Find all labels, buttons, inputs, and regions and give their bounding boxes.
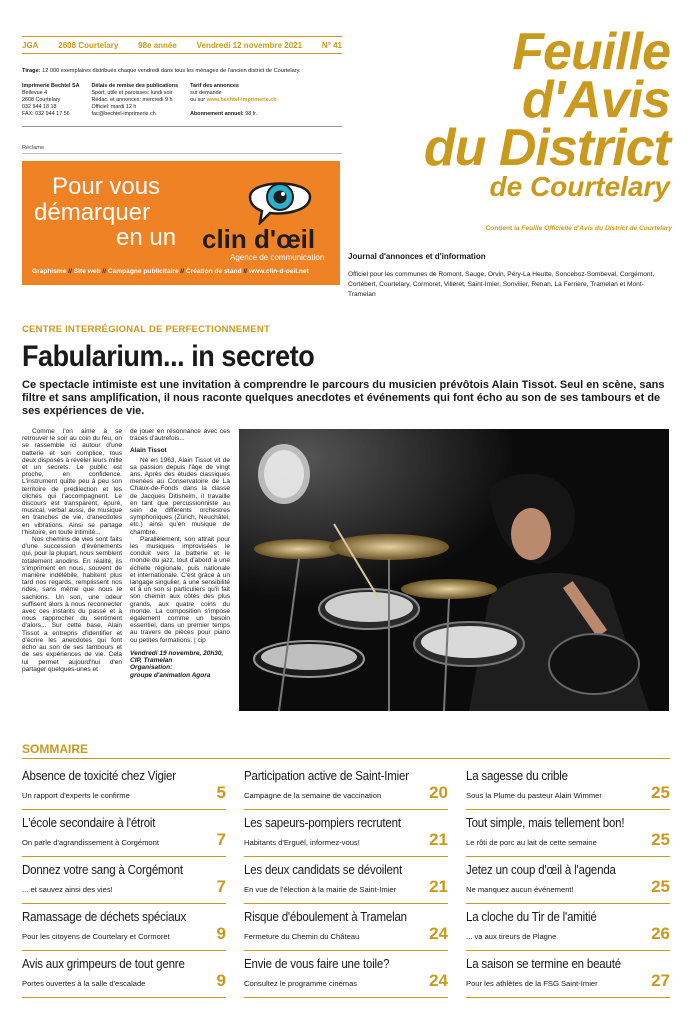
tagline: Contient la Feuille Officielle d'Avis du District de Courtelary <box>485 225 672 232</box>
journal-subtitle: Journal d'annonces et d'information <box>348 252 486 261</box>
masthead <box>355 23 670 202</box>
sommaire-item-title: Absence de toxicité chez Vigier <box>22 769 176 783</box>
page-number: 9 <box>216 924 226 943</box>
sommaire-item-subtitle: Campagne de la semaine de vaccination <box>244 791 382 800</box>
sommaire-item-title: Jetez un coup d'œil à l'agenda <box>466 863 616 877</box>
article-subheading: Alain Tissot <box>130 447 167 455</box>
publisher-info <box>22 83 352 118</box>
issue-code: JGA <box>22 40 39 50</box>
ad-agency: Agence de communication <box>230 253 325 262</box>
sommaire-item[interactable] <box>244 858 448 904</box>
sommaire-item-title: L'école secondaire à l'étroit <box>22 816 156 830</box>
sommaire-item-title: La sagesse du crible <box>466 769 568 783</box>
sommaire-item-subtitle: Fermeture du Chemin du Château <box>244 932 360 941</box>
masthead-line: Feuille <box>512 23 670 81</box>
sommaire-item[interactable] <box>466 764 670 810</box>
sommaire-item-subtitle: On parle d'agrandissement à Corgémont <box>22 838 159 847</box>
sommaire-item-title: Participation active de Saint-Imier <box>244 769 409 783</box>
sommaire-item[interactable] <box>244 764 448 810</box>
email-link[interactable]: fac@bechtel-imprimerie.ch <box>91 110 156 117</box>
sommaire-item-subtitle: Pour les citoyens de Courtelary et Cormoret <box>22 932 170 941</box>
paragraph: Parallèlement, son attrait pour les musiques improvisées le conduit vers la batterie et le monde du jazz, tout d'abord à une échelle régionale, puis nationale et internationale. C'est grâce à un langage singulier, à une sensibilité et à un son si particuliers qu'il fait son chemin aux côtés des plus grands, aux quatre coins du monde. La composition s'impose également comme un besoin essentiel, dans un premier temps au travers de pièces pour piano ou petites formations. | cip <box>130 535 230 644</box>
sommaire-title: SOMMAIRE <box>22 742 88 756</box>
ad-website-link[interactable]: www.clin-d-oeil.net <box>248 268 309 275</box>
masthead-line: d'Avis <box>522 71 670 129</box>
eye-icon <box>244 171 316 225</box>
sommaire-item[interactable] <box>22 858 226 904</box>
page-number: 24 <box>429 924 448 943</box>
tarifs: Tarif des annonces sur demande ou sur www.bechtel-imprimerie.ch Abonnement annuel: 98 fr. <box>190 83 277 117</box>
ad-line: démarquer <box>34 199 151 226</box>
issue-info-bar <box>22 36 342 54</box>
sommaire-item-subtitle: Pour les athlètes de la FSG Saint-Imier <box>466 979 598 988</box>
article-column <box>22 428 122 673</box>
issue-place: 2608 Courtelary <box>58 40 119 50</box>
divider <box>22 126 342 127</box>
communes-list: Officiel pour les communes de Romont, Sauge, Orvin, Péry-La Heutte, Sonceboz-Sombeval, Corgémont, Cortébert, Courtelary, Cormoret, Villeret, Saint-Imier, Sonvilier, Renan, La Ferrière, Tramelan et Mont-Tramelan <box>348 271 655 298</box>
page-number: 25 <box>651 877 670 896</box>
sommaire-item-subtitle: ... et sauvez ainsi des vies! <box>22 885 113 894</box>
page-number: 7 <box>216 830 226 849</box>
event-info: Vendredi 19 novembre, 20h30, CIP, Tramelan Organisation: groupe d'animation Agora <box>130 649 224 679</box>
drummer-illustration <box>239 429 669 711</box>
ad-services: Graphisme // Site web // Campagne publicitaire // Création de stand // www.clin-d-oeil.net <box>32 268 309 275</box>
sommaire-item-title: Tout simple, mais tellement bon! <box>466 816 625 830</box>
article-kicker: CENTRE INTERRÉGIONAL DE PERFECTIONNEMENT <box>22 324 270 335</box>
page-number: 7 <box>216 877 226 896</box>
paragraph: de jouer en résonnance avec ces traces d'autrefois... <box>130 428 230 443</box>
article-headline: Fabularium... in secreto <box>22 340 315 373</box>
ad-line: en un <box>116 224 177 251</box>
page-number: 21 <box>429 877 448 896</box>
deadlines: Délais de remise des publications Sport, utile et paroisses: lundi soir Rédac. et annonces: mercredi 9 h Officiel: mardi 12 h fac@bechtel-imprimerie.ch <box>91 83 179 117</box>
ad-line: Pour vous <box>52 173 161 200</box>
sommaire-item-title: Les deux candidats se dévoilent <box>244 863 402 877</box>
sommaire-item-subtitle: Le rôti de porc au lait de cette semaine <box>466 838 597 847</box>
article-column <box>130 428 230 679</box>
masthead-line: du District <box>423 119 670 177</box>
sommaire-item[interactable] <box>244 905 448 951</box>
page-number: 21 <box>429 830 448 849</box>
sommaire-item-title: La saison se termine en beauté <box>466 957 621 971</box>
sommaire-item-title: Risque d'éboulement à Tramelan <box>244 910 407 924</box>
page-number: 26 <box>651 924 670 943</box>
issue-year: 98e année <box>138 40 177 50</box>
sommaire-item[interactable] <box>244 952 448 998</box>
sommaire-item-title: Les sapeurs-pompiers recrutent <box>244 816 401 830</box>
sommaire-item[interactable] <box>22 952 226 998</box>
sommaire-item-subtitle: Sous la Plume du pasteur Alain Wimmer <box>466 791 602 800</box>
page-number: 9 <box>216 971 226 990</box>
page-number: 24 <box>429 971 448 990</box>
ad-brand: clin d'œil <box>202 224 316 254</box>
sommaire-item-subtitle: Portes ouvertes à la salle d'escalade <box>22 979 146 988</box>
printer-address: Imprimerie Bechtel SA Bellevue 4 2608 Courtelary 032 944 18 18 FAX: 032 944 17 56 <box>22 83 80 117</box>
sommaire-item[interactable] <box>22 905 226 951</box>
page-number: 25 <box>651 830 670 849</box>
sommaire-item[interactable] <box>22 811 226 857</box>
sommaire-item[interactable] <box>244 811 448 857</box>
sommaire-item-title: Avis aux grimpeurs de tout genre <box>22 957 185 971</box>
masthead-line: de Courtelary <box>489 171 670 202</box>
article-lead: Ce spectacle intimiste est une invitation à comprendre le parcours du musicien prévôtois Alain Tissot. Seul en scène, sans filtre et sans amplification, il nous raconte quelques anecdotes et événements qui font écho au son de ses tambours et de ses expériences de vie. <box>22 379 665 417</box>
sommaire-item-title: Envie de vous faire une toile? <box>244 957 390 971</box>
sommaire-item-subtitle: Habitants d'Erguël, informez-vous! <box>244 838 360 847</box>
website-link[interactable]: www.bechtel-imprimerie.ch <box>206 96 277 103</box>
issue-date: Vendredi 12 novembre 2021 <box>196 40 303 50</box>
sommaire-item[interactable] <box>466 905 670 951</box>
sommaire-item[interactable] <box>466 952 670 998</box>
sommaire-item-subtitle: ... va aux tireurs de Plagne <box>466 932 557 941</box>
sommaire-item-subtitle: Consultez le programme cinémas <box>244 979 358 988</box>
sommaire-item[interactable] <box>466 858 670 904</box>
paragraph: Né en 1963, Alain Tissot vit de sa passion depuis l'âge de vingt ans. Après des études classiques menées au Conservatoire de La Chaux-de-Fonds dans la classe de Jacques Ditisheim, il travaille en tant que percussionniste au sein de différents orchestres symphoniques (Zürich, Neuchâtel, etc.) ainsi qu'en musique de chambre. <box>130 456 230 536</box>
sommaire-item-subtitle: En vue de l'élection à la mairie de Saint-Imier <box>244 885 397 894</box>
divider <box>22 758 670 759</box>
sommaire-item-subtitle: Un rapport d'experts le confirme <box>22 791 130 800</box>
sommaire-item[interactable] <box>22 764 226 810</box>
divider <box>22 153 342 154</box>
advertisement[interactable] <box>22 161 340 285</box>
issue-number: N° 41 <box>321 40 342 50</box>
sommaire-item-title: Ramassage de déchets spéciaux <box>22 910 187 924</box>
tirage-note: Tirage: 12 000 exemplaires distribués chaque vendredi dans tous les ménages de l'ancien district de Courtelary. <box>22 68 301 74</box>
sommaire-item-subtitle: Ne manquez aucun événement! <box>466 885 574 894</box>
sommaire-item[interactable] <box>466 811 670 857</box>
sommaire-item-title: Donnez votre sang à Corgémont <box>22 863 183 877</box>
paragraph: Comme l'on aime à se retrouver le soir au coin du feu, on se rassemble ici autour d'une batterie et son complice, tous deux disposés à révéler leurs mille et un secrets. Le public est proche, en confidence. L'instrument quitte peu à peu son territoire de prédilection et les clichés qui l'accompagnent. Le discours est transparent, épuré, musical, verbal aussi, de musique en tranches de vie, d'anecdotes en vibrations. Ainsi se partage l'histoire, en toute intimité... <box>22 428 122 536</box>
page-number: 25 <box>651 783 670 802</box>
drummer-photo <box>239 429 669 711</box>
sommaire-item-title: La cloche du Tir de l'amitié <box>466 910 597 924</box>
paragraph: Nos chemins de vies sont faits d'une succession d'événements qui, pour la plupart, nous semblent totalement anodins. En réalité, ils s'impriment en nous, souvent de manière indélébile, habitent plus tard nos regards, remplissent nos rides, sans même que nous le sachions. Un son, une odeur suffisent alors à nous reconnecter avec ces instants du passé et à nous rapprocher du sentiment d'alors... Sur cette base, Alain Tissot a entrepris d'identifier et d'écrire les anecdotes qui font écho au son de ses tambours et de ses expériences de vie. Cela lui permet aujourd'hui d'en partager quelques-unes et <box>22 536 122 673</box>
reclame-label: Réclame <box>22 145 45 151</box>
page-number: 20 <box>429 783 448 802</box>
page-number: 5 <box>216 783 226 802</box>
page-number: 27 <box>651 971 670 990</box>
